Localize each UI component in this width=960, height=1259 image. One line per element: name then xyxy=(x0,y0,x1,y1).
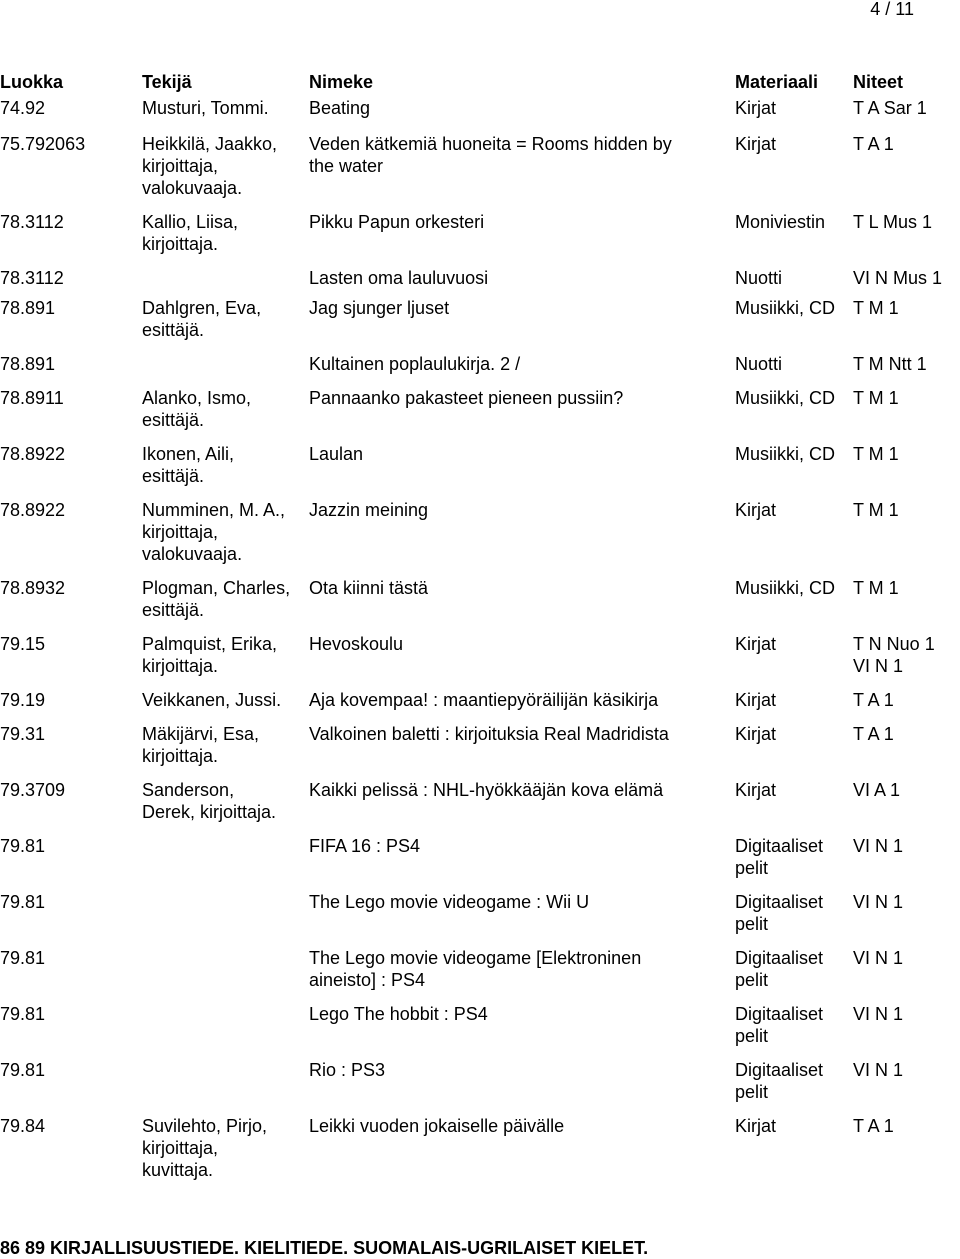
table-row xyxy=(0,443,960,499)
cell-niteet: T N Nuo 1 VI N 1 xyxy=(853,634,935,676)
table-header xyxy=(0,71,960,97)
cell-nimeke: Ota kiinni tästä xyxy=(309,578,429,598)
table-row xyxy=(0,97,960,133)
cell-luokka: 74.92 xyxy=(0,98,46,118)
cell-materiaali: Digitaaliset pelit xyxy=(735,836,824,878)
cell-materiaali: Musiikki, CD xyxy=(735,578,836,598)
cell-luokka: 79.81 xyxy=(0,948,46,968)
cell-nimeke: Kaikki pelissä : NHL-hyökkääjän kova elämä xyxy=(309,780,664,800)
table-row xyxy=(0,633,960,689)
cell-materiaali: Kirjat xyxy=(735,780,777,800)
cell-tekija: Ikonen, Aili, esittäjä. xyxy=(142,444,235,486)
cell-nimeke: Rio : PS3 xyxy=(309,1060,386,1080)
cell-nimeke: Lasten oma lauluvuosi xyxy=(309,268,489,288)
table-row xyxy=(0,779,960,835)
cell-niteet: T A 1 xyxy=(853,724,894,744)
cell-niteet: VI N 1 xyxy=(853,1060,904,1080)
cell-tekija: Suvilehto, Pirjo, kirjoittaja, kuvittaja. xyxy=(142,1116,268,1180)
table-row xyxy=(0,723,960,779)
cell-nimeke: The Lego movie videogame : Wii U xyxy=(309,892,590,912)
cell-luokka: 78.8911 xyxy=(0,388,64,408)
header-tekija: Tekijä xyxy=(142,72,192,92)
cell-niteet: T A Sar 1 xyxy=(853,98,927,118)
cell-tekija: Dahlgren, Eva, esittäjä. xyxy=(142,298,262,340)
header-niteet: Niteet xyxy=(853,72,904,92)
cell-tekija: Heikkilä, Jaakko, kirjoittaja, valokuvaaja. xyxy=(142,134,278,198)
catalog-table xyxy=(0,71,960,1180)
cell-niteet: T A 1 xyxy=(853,134,894,154)
cell-nimeke: Beating xyxy=(309,98,371,118)
cell-niteet: VI N 1 xyxy=(853,1004,904,1024)
cell-materiaali: Digitaaliset pelit xyxy=(735,892,824,934)
cell-luokka: 78.891 xyxy=(0,354,56,374)
cell-materiaali: Kirjat xyxy=(735,134,777,154)
cell-niteet: VI N 1 xyxy=(853,892,904,912)
header-materiaali: Materiaali xyxy=(735,72,819,92)
cell-luokka: 78.3112 xyxy=(0,268,64,288)
footer-heading: 86 89 KIRJALLISUUSTIEDE. KIELITIEDE. SUOMALAIS-UGRILAISET KIELET. xyxy=(0,1238,649,1258)
cell-luokka: 79.81 xyxy=(0,892,46,912)
cell-tekija: Alanko, Ismo, esittäjä. xyxy=(142,388,252,430)
cell-nimeke: Laulan xyxy=(309,444,364,464)
cell-niteet: T A 1 xyxy=(853,690,894,710)
cell-materiaali: Kirjat xyxy=(735,690,777,710)
table-row xyxy=(0,353,960,387)
cell-tekija: Musturi, Tommi. xyxy=(142,98,269,118)
cell-niteet: T M 1 xyxy=(853,500,899,520)
cell-niteet: T L Mus 1 xyxy=(853,212,933,232)
cell-nimeke: Jazzin meining xyxy=(309,500,429,520)
cell-niteet: VI N 1 xyxy=(853,948,904,968)
cell-luokka: 79.81 xyxy=(0,1060,46,1080)
cell-nimeke: Leikki vuoden jokaiselle päivälle xyxy=(309,1116,565,1136)
cell-luokka: 79.31 xyxy=(0,724,46,744)
cell-niteet: VI N Mus 1 xyxy=(853,268,943,288)
table-row xyxy=(0,387,960,443)
table-row xyxy=(0,133,960,211)
cell-luokka: 79.84 xyxy=(0,1116,46,1136)
cell-niteet: VI A 1 xyxy=(853,780,901,800)
cell-luokka: 79.15 xyxy=(0,634,46,654)
table-row xyxy=(0,297,960,353)
header-nimeke: Nimeke xyxy=(309,72,374,92)
cell-materiaali: Moniviestin xyxy=(735,212,826,232)
cell-niteet: T M 1 xyxy=(853,388,899,408)
cell-luokka: 75.792063 xyxy=(0,134,86,154)
table-row xyxy=(0,947,960,1003)
cell-materiaali: Nuotti xyxy=(735,268,783,288)
cell-luokka: 79.19 xyxy=(0,690,46,710)
cell-nimeke: The Lego movie videogame [Elektroninen aineisto] : PS4 xyxy=(309,948,642,990)
cell-niteet: T M 1 xyxy=(853,578,899,598)
cell-materiaali: Kirjat xyxy=(735,98,777,118)
cell-niteet: T A 1 xyxy=(853,1116,894,1136)
table-row xyxy=(0,1115,960,1180)
cell-nimeke: Lego The hobbit : PS4 xyxy=(309,1004,488,1024)
cell-nimeke: FIFA 16 : PS4 xyxy=(309,836,421,856)
cell-tekija: Palmquist, Erika, kirjoittaja. xyxy=(142,634,278,676)
cell-tekija: Sanderson, Derek, kirjoittaja. xyxy=(142,780,277,822)
cell-materiaali: Musiikki, CD xyxy=(735,298,836,318)
cell-luokka: 78.8922 xyxy=(0,500,66,520)
cell-luokka: 78.3112 xyxy=(0,212,64,232)
table-row xyxy=(0,499,960,577)
cell-nimeke: Pannaanko pakasteet pieneen pussiin? xyxy=(309,388,624,408)
table-row xyxy=(0,267,960,297)
cell-materiaali: Kirjat xyxy=(735,500,777,520)
cell-nimeke: Pikku Papun orkesteri xyxy=(309,212,485,232)
cell-luokka: 79.3709 xyxy=(0,780,66,800)
cell-niteet: VI N 1 xyxy=(853,836,904,856)
table-row xyxy=(0,211,960,267)
table-row xyxy=(0,577,960,633)
cell-nimeke: Hevoskoulu xyxy=(309,634,404,654)
cell-niteet: T M 1 xyxy=(853,444,899,464)
cell-nimeke: Valkoinen baletti : kirjoituksia Real Madridista xyxy=(309,724,669,744)
cell-luokka: 78.8932 xyxy=(0,578,66,598)
cell-materiaali: Kirjat xyxy=(735,1116,777,1136)
cell-luokka: 78.8922 xyxy=(0,444,66,464)
cell-nimeke: Veden kätkemiä huoneita = Rooms hidden by the water xyxy=(309,134,672,176)
cell-tekija: Kallio, Liisa, kirjoittaja. xyxy=(142,212,239,254)
cell-luokka: 79.81 xyxy=(0,836,46,856)
table-body xyxy=(0,97,960,1180)
table-row xyxy=(0,891,960,947)
cell-luokka: 79.81 xyxy=(0,1004,46,1024)
cell-tekija: Mäkijärvi, Esa, kirjoittaja. xyxy=(142,724,260,766)
table-row xyxy=(0,1059,960,1115)
cell-materiaali: Digitaaliset pelit xyxy=(735,1004,824,1046)
cell-niteet: T M Ntt 1 xyxy=(853,354,927,374)
cell-niteet: T M 1 xyxy=(853,298,899,318)
cell-tekija: Numminen, M. A., kirjoittaja, valokuvaaja. xyxy=(142,500,286,564)
cell-materiaali: Nuotti xyxy=(735,354,783,374)
cell-materiaali: Kirjat xyxy=(735,634,777,654)
header-luokka: Luokka xyxy=(0,72,64,92)
cell-nimeke: Aja kovempaa! : maantiepyöräilijän käsikirja xyxy=(309,690,659,710)
page-number: 4 / 11 xyxy=(870,0,914,19)
cell-materiaali: Kirjat xyxy=(735,724,777,744)
cell-luokka: 78.891 xyxy=(0,298,56,318)
cell-materiaali: Digitaaliset pelit xyxy=(735,948,824,990)
cell-materiaali: Digitaaliset pelit xyxy=(735,1060,824,1102)
cell-tekija: Veikkanen, Jussi. xyxy=(142,690,282,710)
cell-materiaali: Musiikki, CD xyxy=(735,444,836,464)
cell-nimeke: Jag sjunger ljuset xyxy=(309,298,450,318)
cell-nimeke: Kultainen poplaulukirja. 2 / xyxy=(309,354,521,374)
table-row xyxy=(0,1003,960,1059)
table-row xyxy=(0,689,960,723)
table-row xyxy=(0,835,960,891)
cell-tekija: Plogman, Charles, esittäjä. xyxy=(142,578,291,620)
cell-materiaali: Musiikki, CD xyxy=(735,388,836,408)
